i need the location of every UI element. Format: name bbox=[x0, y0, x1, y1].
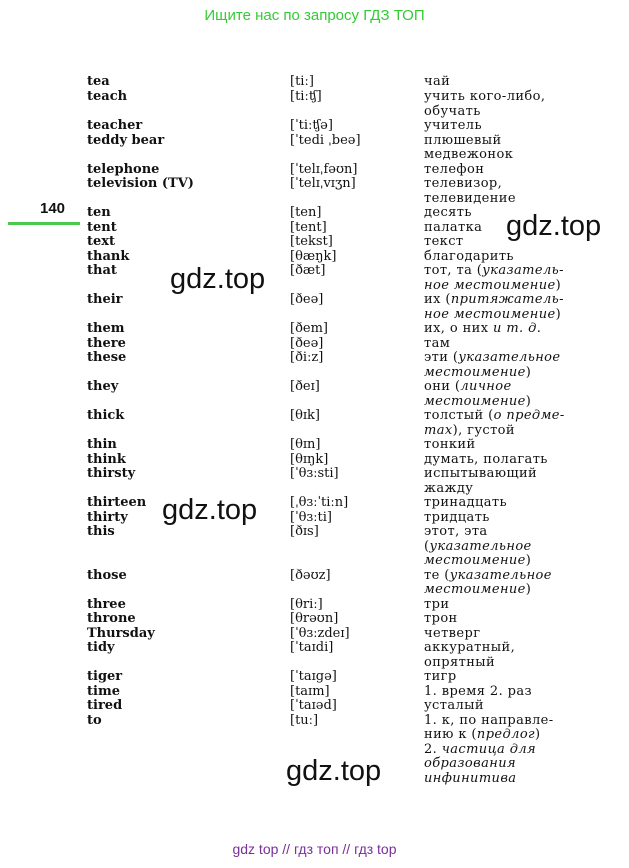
entry-word: that bbox=[87, 263, 117, 278]
entry-row bbox=[0, 466, 629, 481]
entry-word: their bbox=[87, 292, 123, 307]
entry-row bbox=[0, 524, 629, 539]
entry-transcription: [ˈtedi ˌbeə] bbox=[290, 133, 361, 148]
entry-translation: местоимение) bbox=[424, 553, 532, 568]
entry-transcription: [ˈtiːʧə] bbox=[290, 118, 333, 133]
entry-word: thirty bbox=[87, 510, 128, 525]
entry-translation: (указательное bbox=[424, 539, 532, 554]
entry-word: thirsty bbox=[87, 466, 136, 481]
entry-transcription: [tuː] bbox=[290, 713, 319, 728]
entry-transcription: [ðəʊz] bbox=[290, 568, 331, 583]
entry-row bbox=[0, 292, 629, 307]
entry-translation: 1. к, по направле- bbox=[424, 713, 554, 728]
entry-row bbox=[0, 698, 629, 713]
entry-translation: плюшевый bbox=[424, 133, 502, 148]
entry-word: they bbox=[87, 379, 119, 394]
entry-translation: телевизор, bbox=[424, 176, 503, 191]
entry-word: text bbox=[87, 234, 116, 249]
entry-word: telephone bbox=[87, 162, 160, 177]
entry-word: tent bbox=[87, 220, 117, 235]
entry-transcription: [ðɪs] bbox=[290, 524, 319, 539]
entry-row bbox=[0, 133, 629, 148]
entry-translation: текст bbox=[424, 234, 464, 249]
entry-translation: обучать bbox=[424, 104, 481, 119]
entry-row bbox=[0, 611, 629, 626]
entry-transcription: [ten] bbox=[290, 205, 322, 220]
entry-row bbox=[0, 713, 629, 728]
entry-transcription: [ˈθɜːsti] bbox=[290, 466, 339, 481]
entry-translation: учитель bbox=[424, 118, 482, 133]
entry-word: thin bbox=[87, 437, 117, 452]
entry-transcription: [ˈtelɪˌvɪʒn] bbox=[290, 176, 356, 191]
entry-row bbox=[0, 365, 629, 380]
entry-row bbox=[0, 452, 629, 467]
entry-translation: десять bbox=[424, 205, 472, 220]
entry-word: there bbox=[87, 336, 126, 351]
entry-word: to bbox=[87, 713, 102, 728]
entry-translation: эти (указательное bbox=[424, 350, 561, 365]
entry-transcription: [ˈtaɪgə] bbox=[290, 669, 337, 684]
watermark: gdz.top bbox=[162, 494, 258, 526]
entry-translation: опрятный bbox=[424, 655, 496, 670]
entry-translation: тонкий bbox=[424, 437, 476, 452]
entry-translation: толстый (о предме- bbox=[424, 408, 565, 423]
entry-word: them bbox=[87, 321, 125, 336]
entry-row bbox=[0, 307, 629, 322]
entry-transcription: [ˌθɜːˈtiːn] bbox=[290, 495, 349, 510]
entry-translation: аккуратный, bbox=[424, 640, 516, 655]
entry-transcription: [ˈθɜːti] bbox=[290, 510, 332, 525]
entry-translation: тринадцать bbox=[424, 495, 507, 510]
entry-row bbox=[0, 495, 629, 510]
entry-word: ten bbox=[87, 205, 111, 220]
entry-translation: три bbox=[424, 597, 450, 612]
entry-translation: думать, полагать bbox=[424, 452, 548, 467]
entry-translation: усталый bbox=[424, 698, 484, 713]
entry-translation: телефон bbox=[424, 162, 485, 177]
watermark: gdz.top bbox=[506, 210, 602, 242]
entry-translation: инфинитива bbox=[424, 771, 517, 786]
entry-translation: тах), густой bbox=[424, 423, 515, 438]
entry-translation: четверг bbox=[424, 626, 481, 641]
entry-row bbox=[0, 249, 629, 264]
entry-row bbox=[0, 626, 629, 641]
entry-translation: благодарить bbox=[424, 249, 514, 264]
entry-row bbox=[0, 89, 629, 104]
entry-transcription: [ˈtelɪˌfəʊn] bbox=[290, 162, 358, 177]
entry-row bbox=[0, 582, 629, 597]
entry-translation: местоимение) bbox=[424, 365, 532, 380]
entry-word: this bbox=[87, 524, 115, 539]
entry-word: Thursday bbox=[87, 626, 155, 641]
entry-row bbox=[0, 394, 629, 409]
entry-word: those bbox=[87, 568, 127, 583]
entry-row bbox=[0, 147, 629, 162]
entry-word: three bbox=[87, 597, 126, 612]
entry-row bbox=[0, 568, 629, 583]
entry-translation: ное местоимение) bbox=[424, 307, 562, 322]
entry-word: these bbox=[87, 350, 127, 365]
entry-row bbox=[0, 553, 629, 568]
entry-translation: жажду bbox=[424, 481, 474, 496]
entry-row bbox=[0, 423, 629, 438]
entry-transcription: [tekst] bbox=[290, 234, 333, 249]
entry-translation: 2. частица для bbox=[424, 742, 537, 757]
entry-translation: тридцать bbox=[424, 510, 490, 525]
entry-transcription: [θɪk] bbox=[290, 408, 321, 423]
entry-row bbox=[0, 118, 629, 133]
entry-row bbox=[0, 278, 629, 293]
page-number: 140 bbox=[40, 200, 66, 217]
entry-row bbox=[0, 481, 629, 496]
entry-row bbox=[0, 684, 629, 699]
entry-row bbox=[0, 263, 629, 278]
entry-word: teacher bbox=[87, 118, 143, 133]
entry-row bbox=[0, 336, 629, 351]
entry-translation: местоимение) bbox=[424, 394, 532, 409]
entry-word: thirteen bbox=[87, 495, 147, 510]
entry-word: teddy bear bbox=[87, 133, 165, 148]
entry-row bbox=[0, 176, 629, 191]
entry-word: tea bbox=[87, 74, 110, 89]
entry-word: time bbox=[87, 684, 120, 699]
entry-row bbox=[0, 655, 629, 670]
entry-translation: палатка bbox=[424, 220, 483, 235]
entry-row bbox=[0, 74, 629, 89]
entry-translation: там bbox=[424, 336, 451, 351]
entry-row bbox=[0, 350, 629, 365]
entry-transcription: [ðem] bbox=[290, 321, 328, 336]
entry-translation: те (указательное bbox=[424, 568, 552, 583]
entry-row bbox=[0, 510, 629, 525]
entry-transcription: [tiːʧ] bbox=[290, 89, 322, 104]
entry-transcription: [ðiːz] bbox=[290, 350, 324, 365]
entry-translation: тигр bbox=[424, 669, 457, 684]
entry-row bbox=[0, 437, 629, 452]
entry-row bbox=[0, 191, 629, 206]
entry-row bbox=[0, 321, 629, 336]
entry-translation: ное местоимение) bbox=[424, 278, 562, 293]
entry-word: tired bbox=[87, 698, 123, 713]
entry-transcription: [θriː] bbox=[290, 597, 323, 612]
entry-translation: чай bbox=[424, 74, 451, 89]
entry-transcription: [θæŋk] bbox=[290, 249, 337, 264]
entry-transcription: [θɪŋk] bbox=[290, 452, 329, 467]
entry-transcription: [ˈtaɪəd] bbox=[290, 698, 337, 713]
entry-translation: их (притяжатель- bbox=[424, 292, 564, 307]
entry-translation: испытывающий bbox=[424, 466, 538, 481]
entry-word: think bbox=[87, 452, 126, 467]
footer-links[interactable]: gdz top // гдз топ // гдз top bbox=[232, 841, 397, 857]
entry-transcription: [ðæt] bbox=[290, 263, 326, 278]
entry-word: tidy bbox=[87, 640, 115, 655]
entry-word: throne bbox=[87, 611, 136, 626]
entry-transcription: [ðeɪ] bbox=[290, 379, 320, 394]
watermark: gdz.top bbox=[170, 263, 266, 295]
entry-translation: они (личное bbox=[424, 379, 512, 394]
entry-transcription: [ðeə] bbox=[290, 292, 324, 307]
entry-row bbox=[0, 597, 629, 612]
entry-translation: медвежонок bbox=[424, 147, 514, 162]
entry-transcription: [θrəʊn] bbox=[290, 611, 339, 626]
entry-row bbox=[0, 727, 629, 742]
entry-translation: нию к (предлог) bbox=[424, 727, 541, 742]
entry-translation: этот, эта bbox=[424, 524, 488, 539]
entry-transcription: [tiː] bbox=[290, 74, 314, 89]
entry-transcription: [taɪm] bbox=[290, 684, 330, 699]
entry-row bbox=[0, 539, 629, 554]
entry-translation: 1. время 2. раз bbox=[424, 684, 533, 699]
entry-translation: их, о них и т. д. bbox=[424, 321, 542, 336]
entry-word: teach bbox=[87, 89, 128, 104]
entry-word: thank bbox=[87, 249, 130, 264]
entry-transcription: [ˈtaɪdi] bbox=[290, 640, 334, 655]
entry-row bbox=[0, 408, 629, 423]
entry-translation: образования bbox=[424, 756, 517, 771]
entry-word: thick bbox=[87, 408, 125, 423]
entry-word: tiger bbox=[87, 669, 123, 684]
entry-transcription: [tent] bbox=[290, 220, 327, 235]
entry-row bbox=[0, 669, 629, 684]
watermark: gdz.top bbox=[286, 755, 382, 787]
header-link[interactable]: Ищите нас по запросу ГДЗ ТОП bbox=[204, 7, 425, 24]
entry-transcription: [ðeə] bbox=[290, 336, 324, 351]
entry-translation: местоимение) bbox=[424, 582, 532, 597]
entry-transcription: [ˈθɜːzdeɪ] bbox=[290, 626, 350, 641]
entry-row bbox=[0, 162, 629, 177]
entry-row bbox=[0, 379, 629, 394]
entry-translation: телевидение bbox=[424, 191, 516, 206]
entry-transcription: [θɪn] bbox=[290, 437, 321, 452]
entry-word: television (TV) bbox=[87, 176, 194, 191]
entry-translation: учить кого-либо, bbox=[424, 89, 546, 104]
entry-translation: трон bbox=[424, 611, 458, 626]
entry-row bbox=[0, 640, 629, 655]
entry-translation: тот, та (указатель- bbox=[424, 263, 564, 278]
entry-row bbox=[0, 104, 629, 119]
